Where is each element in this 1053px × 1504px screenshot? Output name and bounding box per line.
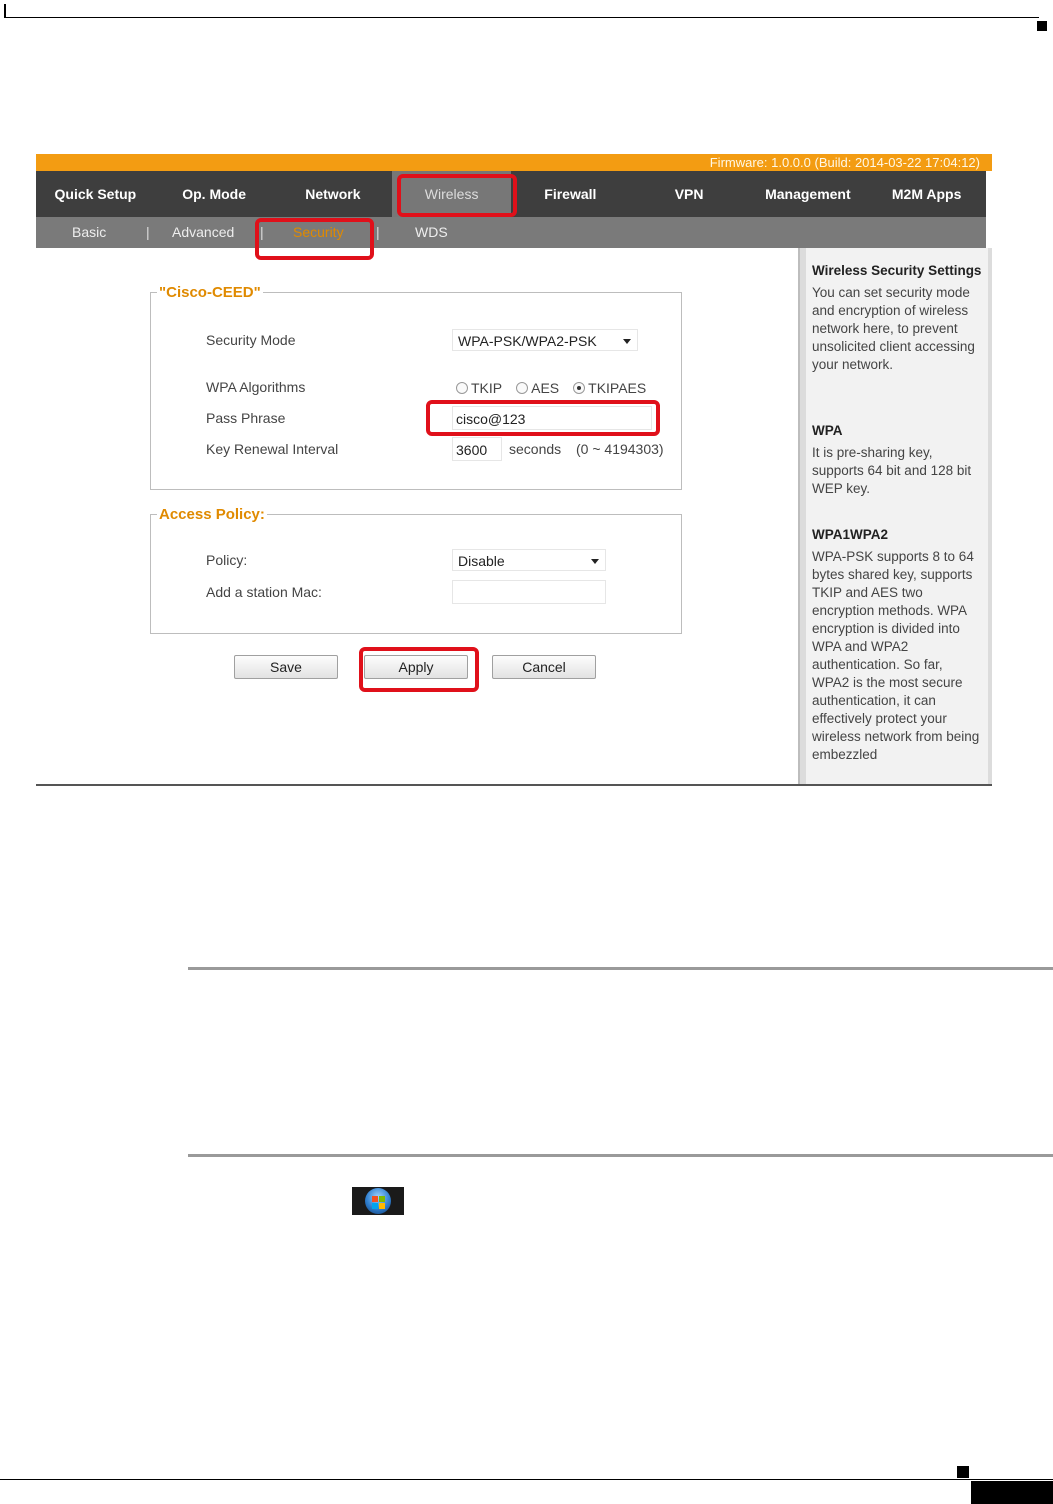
apply-button[interactable]: Apply [364, 655, 468, 679]
help-wpa-text: It is pre-sharing key, supports 64 bit and 128 bit WEP key. [812, 445, 972, 496]
station-mac-label: Add a station Mac: [206, 584, 322, 600]
radio-tkipaes-label: TKIPAES [588, 380, 647, 396]
windows-start-icon [352, 1187, 404, 1215]
save-button[interactable]: Save [234, 655, 338, 679]
ssid-legend: "Cisco-CEED" [159, 284, 261, 301]
policy-label: Policy: [206, 552, 248, 568]
firmware-bar [36, 154, 992, 171]
policy-select[interactable] [452, 549, 606, 571]
radio-tkip[interactable] [456, 380, 502, 396]
radio-aes[interactable] [516, 380, 559, 396]
router-screenshot [36, 154, 992, 786]
cancel-button[interactable]: Cancel [492, 655, 596, 679]
highlight-pass-phrase [426, 400, 660, 436]
windows-orb [365, 1188, 391, 1214]
subnav-basic[interactable]: Basic [72, 224, 107, 240]
security-mode-select[interactable] [452, 329, 638, 351]
footer-page-block [971, 1481, 1053, 1504]
highlight-apply [359, 647, 479, 692]
radio-aes-label: AES [531, 380, 560, 396]
help-intro: You can set security mode and encryption of wireless network here, to prevent unsolicited client accessing your network. [812, 285, 975, 372]
key-renewal-unit: seconds [509, 441, 562, 457]
chevron-down-icon [623, 339, 631, 344]
pass-phrase-input[interactable]: cisco@123 [452, 406, 652, 430]
key-renewal-input[interactable]: 3600 [452, 437, 502, 461]
firmware-text: Firmware: 1.0.0.0 (Build: 2014-03-22 17:04:12) [709, 155, 980, 170]
header-tick [4, 4, 6, 18]
wpa-algorithms-label: WPA Algorithms [206, 379, 306, 395]
highlight-wireless [397, 174, 517, 217]
radio-tkipaes[interactable] [573, 380, 646, 396]
subnav-separator: | [260, 224, 264, 240]
nav-wireless[interactable]: Wireless [392, 171, 511, 217]
station-mac-input[interactable] [452, 580, 606, 604]
nav-quick-setup[interactable]: Quick Setup [54, 186, 137, 202]
nav-network[interactable]: Network [305, 186, 361, 202]
nav-op-mode[interactable]: Op. Mode [182, 186, 247, 202]
radio-tkip-label: TKIP [471, 380, 503, 396]
help-title: Wireless Security Settings [812, 263, 982, 278]
subnav-security[interactable]: Security [293, 224, 344, 240]
help-wpa12-heading: WPA1WPA2 [812, 527, 889, 542]
highlight-security [255, 218, 374, 260]
help-sidebar [798, 248, 992, 786]
nav-management[interactable]: Management [765, 186, 851, 202]
nav-vpn[interactable]: VPN [674, 186, 704, 202]
header-rule [4, 17, 1039, 18]
chevron-down-icon [591, 559, 599, 564]
windows-logo-quadrant [379, 1203, 385, 1209]
wpa-algorithm-options [456, 380, 646, 396]
subnav-separator: | [146, 224, 150, 240]
security-mode-value: WPA-PSK/WPA2-PSK [458, 333, 597, 349]
radio-tkipaes-dot[interactable] [573, 382, 585, 394]
radio-aes-dot[interactable] [516, 382, 528, 394]
help-wpa12-text: WPA-PSK supports 8 to 64 bytes shared key, supports TKIP and AES two encryption methods. WPA encryption is divided into WPA and WPA2 authentication. So far, WPA2 is the most secure authentication, it can effectively protect your wireless network from being embezzled [812, 549, 980, 762]
subnav-separator: | [376, 224, 380, 240]
security-mode-label: Security Mode [206, 332, 296, 348]
subnav-advanced[interactable]: Advanced [172, 224, 235, 240]
footer-marker [957, 1466, 969, 1478]
access-policy-legend: Access Policy: [159, 506, 265, 523]
windows-logo-quadrant [372, 1203, 378, 1209]
subnav-wds[interactable]: WDS [415, 224, 448, 240]
policy-value: Disable [458, 553, 505, 569]
key-renewal-range: (0 ~ 4194303) [576, 441, 664, 457]
nav-firewall[interactable]: Firewall [544, 186, 597, 202]
key-renewal-label: Key Renewal Interval [206, 441, 339, 457]
screenshot-bottom-border [36, 784, 992, 786]
document-rule [188, 1154, 1053, 1157]
help-wpa-heading: WPA [812, 423, 843, 438]
document-rule [188, 967, 1053, 970]
windows-logo-quadrant [379, 1196, 385, 1202]
windows-logo-quadrant [372, 1196, 378, 1202]
sub-nav [36, 217, 986, 248]
radio-tkip-dot[interactable] [456, 382, 468, 394]
nav-m2m-apps[interactable]: M2M Apps [891, 186, 962, 202]
footer-rule [0, 1479, 1053, 1480]
pass-phrase-label: Pass Phrase [206, 410, 286, 426]
header-marker [1037, 21, 1047, 31]
help-panel [806, 248, 988, 786]
